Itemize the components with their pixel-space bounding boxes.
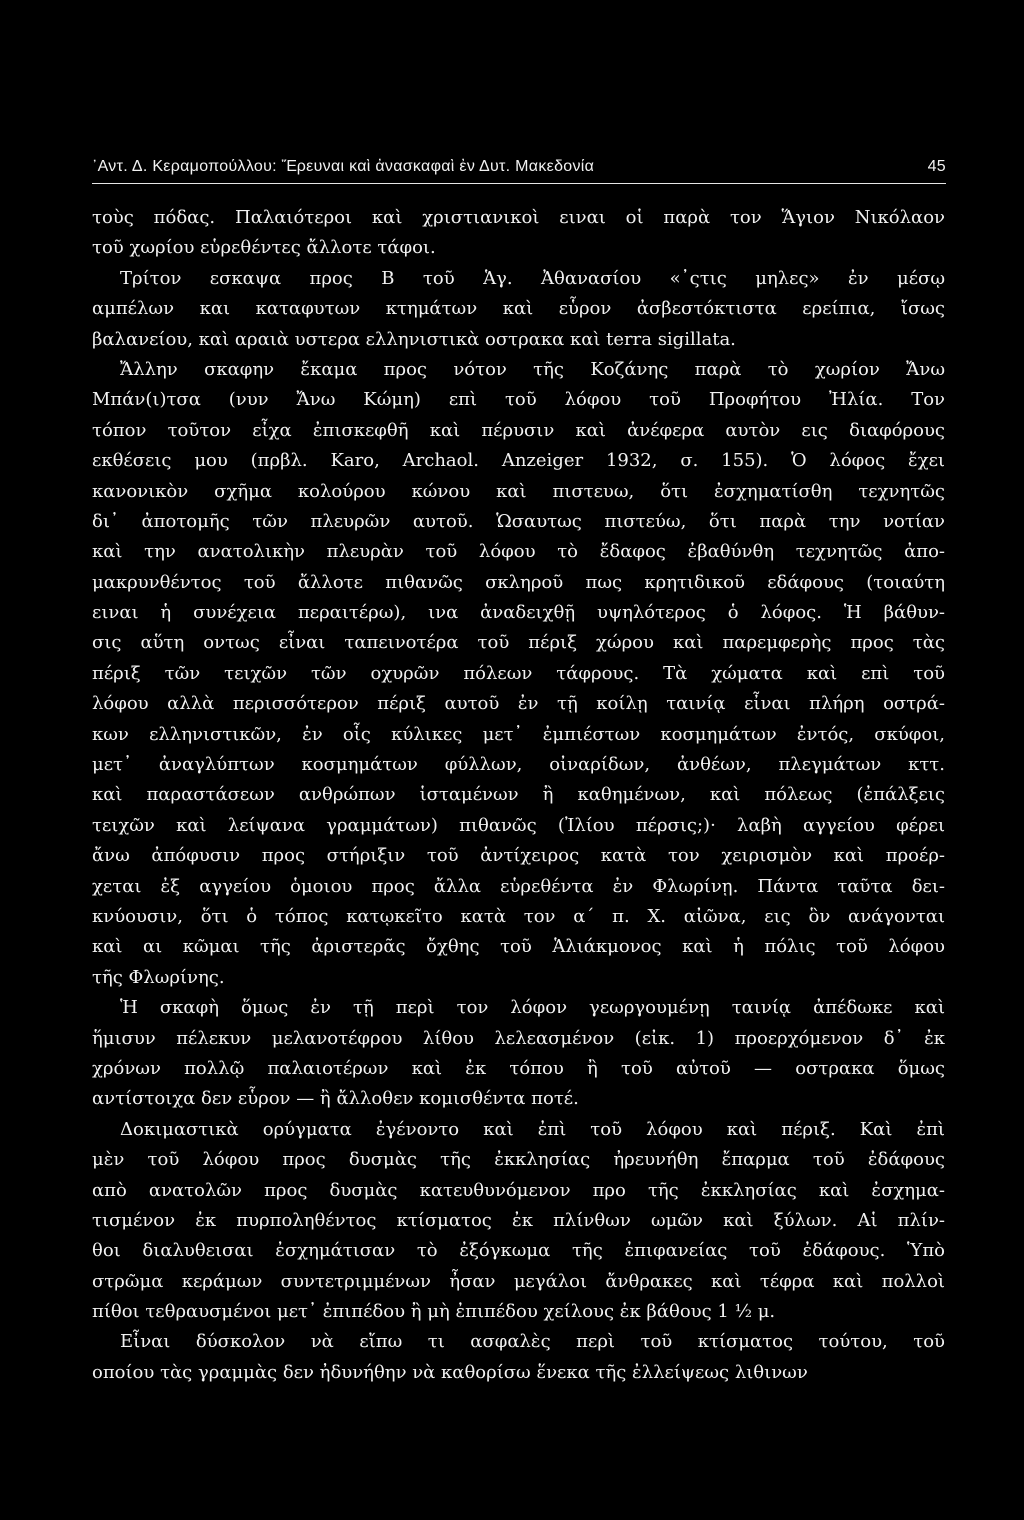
text-line: τόπον τοῦτον εἶχα ἐπισκεφθῆ καὶ πέρυσιν καὶ ἀνέφερα αυτὸν εις διαφόρους — [92, 419, 945, 441]
text-line: κων ελληνιστικῶν, ἐν οἷς κύλικες μετ᾿ ἐμπιέστων κοσμημάτων ἐντός, σκύφοι, — [92, 723, 945, 745]
text-line: τισμένον ἐκ πυρποληθέντος κτίσματος ἐκ πλίνθων ωμῶν καὶ ξύλων. Αἱ πλίν- — [92, 1209, 945, 1231]
text-line: Δοκιμαστικὰ ορύγματα ἐγένοντο καὶ ἐπὶ τοῦ λόφου καὶ πέριξ. Καὶ ἐπὶ — [120, 1118, 945, 1140]
text-line: καὶ αι κῶμαι τῆς ἀριστερᾶς ὄχθης τοῦ Ἁλιάκμονος καὶ ἡ πόλις τοῦ λόφου — [92, 936, 945, 958]
text-line: ἄνω ἀπόφυσιν προς στήριξιν τοῦ ἀντίχειρος κατὰ τον χειρισμὸν καὶ προέρ- — [92, 845, 945, 867]
text-line: Ἄλλην σκαφην ἔκαμα προς νότον τῆς Κοζάνης παρὰ τὸ χωρίον Ἄνω — [120, 358, 945, 380]
text-line: χρόνων πολλῷ παλαιοτέρων καὶ ἐκ τόπου ἢ τοῦ αὐτοῦ — οστρακα ὅμως — [92, 1057, 945, 1079]
text-line: Εἶναι δύσκολον νὰ εἴπω τι ασφαλὲς περὶ τοῦ κτίσματος τούτου, τοῦ — [120, 1331, 945, 1353]
text-line: εκθέσεις μου (πρβλ. Karo, Archaol. Anzeiger 1932, σ. 155). Ὁ λόφος ἔχει — [92, 450, 945, 472]
text-line: στρῶμα κεράμων συντετριμμένων ἦσαν μεγάλοι ἄνθρακες καὶ τέφρα καὶ πολλοὶ — [92, 1270, 945, 1292]
text-line: μὲν τοῦ λόφου προς δυσμὰς τῆς ἐκκλησίας ἠρευνήθη ἔπαρμα τοῦ ἐδάφους — [92, 1149, 945, 1171]
text-line: κανονικὸν σχῆμα κολούρου κώνου καὶ πιστευω, ὅτι ἐσχηματίσθη τεχνητῶς — [92, 480, 945, 502]
text-line: μακρυνθέντος τοῦ ἄλλοτε πιθανῶς σκληροῦ πως κρητιδικοῦ εδάφους (τοιαύτη — [92, 571, 945, 593]
text-line: αμπέλων και καταφυτων κτημάτων καὶ εὗρον ἀσβεστόκτιστα ερείπια, ἴσως — [92, 298, 945, 320]
text-line: Μπάν(ι)τσα (νυν Ἄνω Κώμη) επὶ τοῦ λόφου τοῦ Προφήτου Ἠλία. Τον — [92, 389, 945, 411]
text-line: ἥμισυν πέλεκυν μελανοτέφρου λίθου λελεασμένον (εἰκ. 1) προερχόμενον δ᾿ ἐκ — [92, 1027, 945, 1049]
running-title: ᾿Αντ. Δ. Κεραμοπούλλου: Ἔρευναι καὶ ἀνασκαφαὶ ἐν Δυτ. Μακεδονία — [92, 158, 595, 175]
body-text — [92, 203, 945, 1388]
text-line: χεται ἐξ αγγείου ὁμοιου προς ἄλλα εὑρεθέντα ἐν Φλωρίνῃ. Πάντα ταῦτα δει- — [92, 875, 945, 897]
text-line: τῆς Φλωρίνης. — [92, 966, 225, 988]
text-line: πίθοι τεθραυσμένοι μετ᾿ ἐπιπέδου ἢ μὴ ἐπιπέδου χείλους ἐκ βάθους 1 ½ μ. — [92, 1301, 776, 1323]
text-line: δι᾿ ἀποτομῆς τῶν πλευρῶν αυτοῦ. Ὡσαυτως πιστεύω, ὅτι παρὰ την νοτίαν — [92, 510, 945, 532]
text-line: θοι διαλυθεισαι ἐσχημάτισαν τὸ ἐξόγκωμα τῆς ἐπιφανείας τοῦ ἐδάφους. Ὑπὸ — [92, 1240, 945, 1262]
text-line: Ἡ σκαφὴ ὅμως ἐν τῇ περὶ τον λόφον γεωργουμένῃ ταινίᾳ ἀπέδωκε καὶ — [120, 997, 945, 1019]
text-line: αντίστοιχα δεν εὗρον — ἢ ἄλλοθεν κομισθέντα ποτέ. — [92, 1088, 579, 1110]
page-number: 45 — [927, 158, 946, 175]
text-line: τοὺς πόδας. Παλαιότεροι καὶ χριστιανικοὶ ειναι οἱ παρὰ τον Ἅγιον Νικόλαον — [92, 207, 945, 228]
text-line: βαλανείου, καὶ αραιὰ υστερα ελληνιστικὰ οστρακα καὶ terra sigillata. — [92, 328, 736, 350]
text-line: καὶ παραστάσεων ανθρώπων ἱσταμένων ἢ καθημένων, καὶ πόλεως (ἐπάλξεις — [92, 784, 945, 806]
text-line: Τρίτον εσκαψα προς Β τοῦ Ἁγ. Ἀθανασίου «᾿ςτις μηλες» ἐν μέσῳ — [120, 267, 945, 289]
text-line: οποίου τὰς γραμμὰς δεν ἠδυνήθην νὰ καθορίσω ἕνεκα τῆς ἐλλείψεως λιθινων — [92, 1361, 808, 1383]
text-line: τοῦ χωρίου εὑρεθέντες ἄλλοτε τάφοι. — [92, 237, 436, 259]
text-line: μετ᾿ ἀναγλύπτων κοσμημάτων φύλλων, οἰναρίδων, ἀνθέων, πλεγμάτων κττ. — [92, 754, 945, 776]
text-line: λόφου αλλὰ περισσότερον πέριξ αυτοῦ ἐν τῇ κοίλῃ ταινίᾳ εἶναι πλήρη οστρά- — [92, 693, 945, 715]
header-rule — [92, 183, 946, 184]
text-line: κνύουσιν, ὅτι ὁ τόπος κατῳκεῖτο κατὰ τον α΄ π. Χ. αἰῶνα, εις ὃν ανάγονται — [92, 905, 945, 927]
text-line: σις αὕτη οντως εἶναι ταπεινοτέρα τοῦ πέριξ χώρου καὶ παρεμφερὴς προς τὰς — [92, 632, 945, 654]
text-line: ειναι ἡ συνέχεια περαιτέρω), ινα ἀναδειχθῇ υψηλότερος ὁ λόφος. Ἡ βάθυν- — [92, 602, 945, 624]
text-line: καὶ την ανατολικὴν πλευρὰν τοῦ λόφου τὸ ἔδαφος ἐβαθύνθη τεχνητῶς ἀπο- — [92, 541, 945, 563]
running-header — [92, 158, 946, 176]
text-line: τειχῶν καὶ λείψανα γραμμάτων) πιθανῶς (Ἰλίου πέρσις;)· λαβὴ αγγείου φέρει — [92, 814, 945, 836]
text-line: πέριξ τῶν τειχῶν τῶν οχυρῶν πόλεων τάφρους. Τὰ χώματα καὶ επὶ τοῦ — [92, 662, 945, 684]
text-line: απὸ ανατολῶν προς δυσμὰς κατευθυνόμενον προ τῆς ἐκκλησίας καὶ ἐσχημα- — [92, 1179, 945, 1201]
